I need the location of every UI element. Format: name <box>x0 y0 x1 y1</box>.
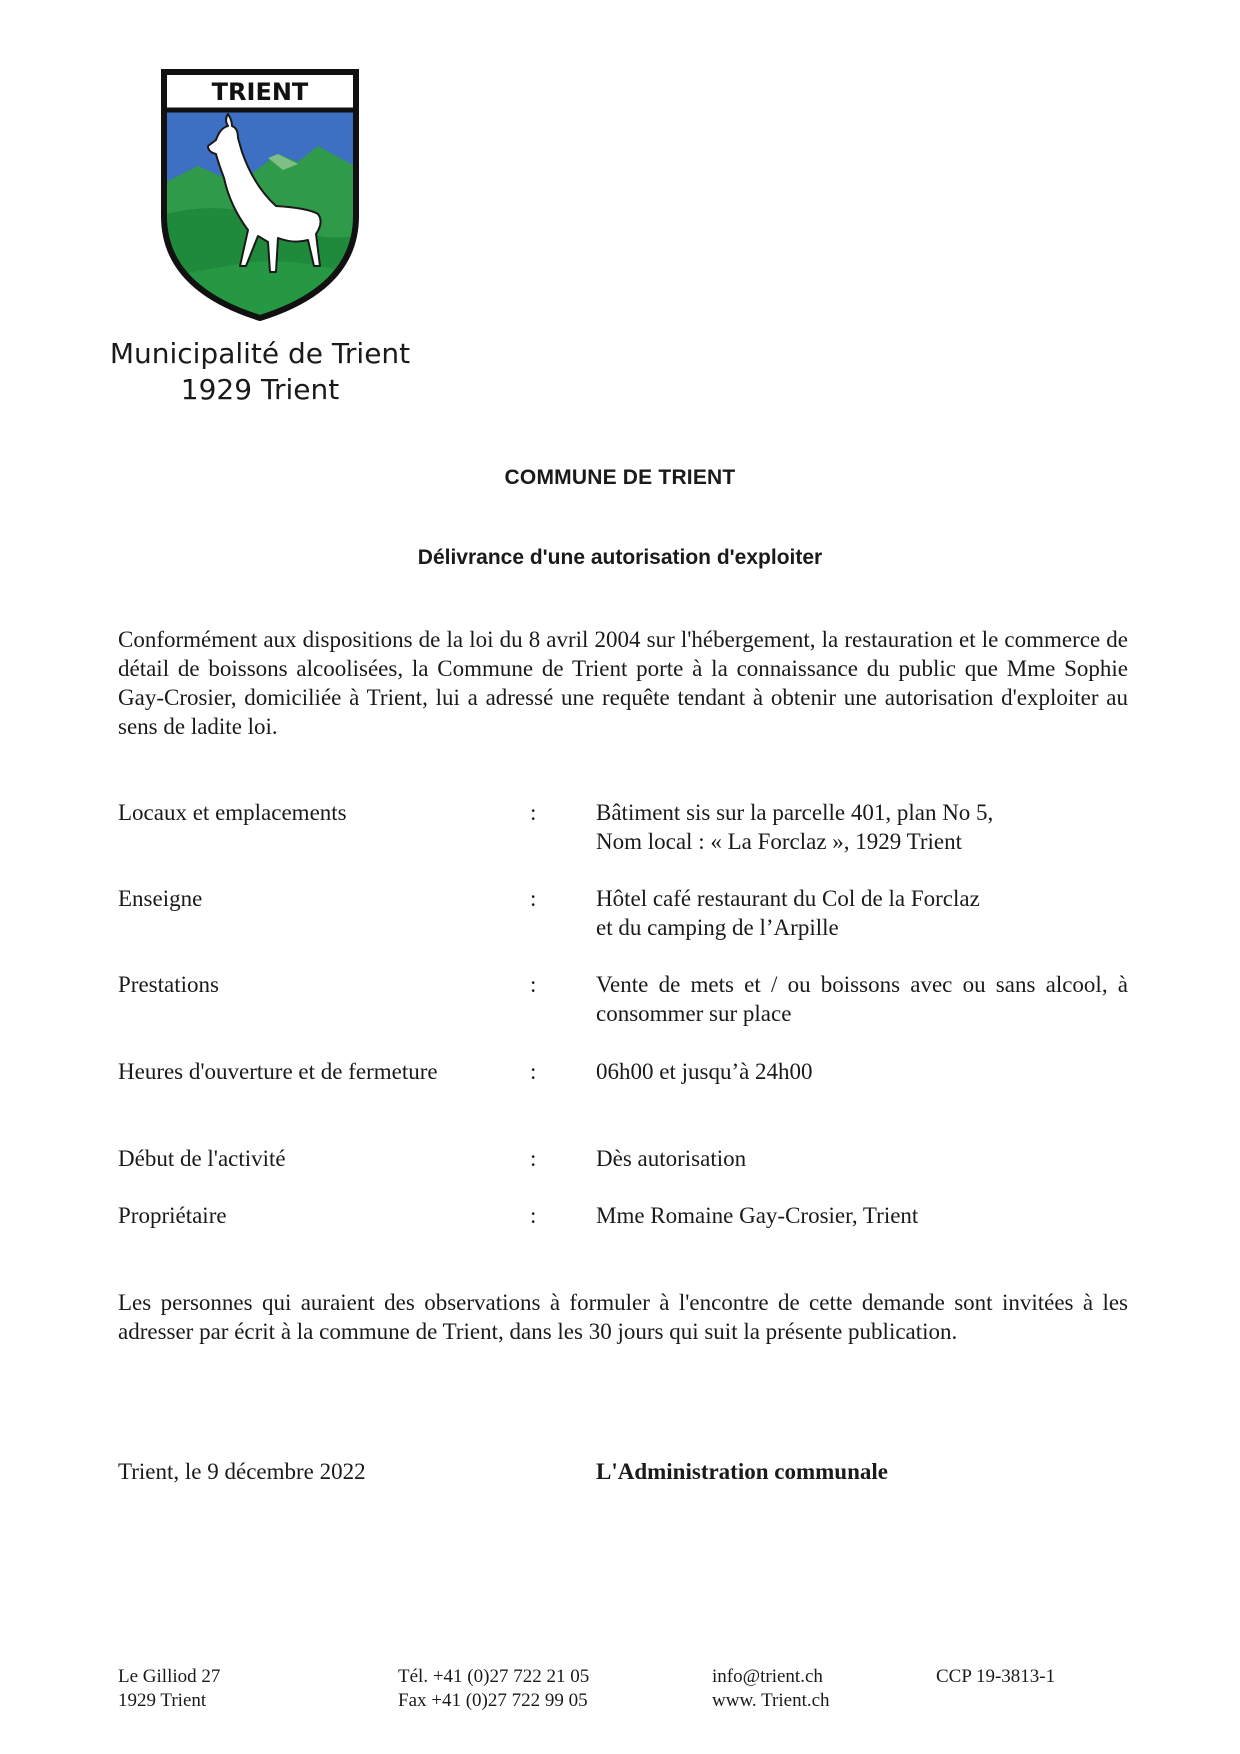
detail-label: Propriétaire <box>118 1203 227 1228</box>
detail-value <box>596 884 1128 942</box>
footer-contact <box>712 1665 830 1713</box>
municipality-line-2: 1929 Trient <box>180 373 340 406</box>
detail-value-line: Vente de mets et / ou boissons avec ou sans alcool, à consommer sur place <box>596 972 1128 1026</box>
detail-label: Enseigne <box>118 886 203 911</box>
detail-value-line: Dès autorisation <box>596 1146 747 1171</box>
signature-block: L'Administration communale <box>596 1459 888 1484</box>
detail-value-line: Mme Romaine Gay-Crosier, Trient <box>596 1203 919 1228</box>
document-heading: COMMUNE DE TRIENT <box>504 466 736 489</box>
footer-ccp: CCP 19-3813-1 <box>936 1666 1056 1687</box>
footer-address <box>118 1665 220 1713</box>
detail-value-line: et du camping de l’Arpille <box>596 915 839 940</box>
detail-separator: : <box>530 1059 537 1084</box>
detail-value-line: Bâtiment sis sur la parcelle 401, plan No 5, <box>596 800 994 825</box>
detail-label: Locaux et emplacements <box>118 800 347 825</box>
detail-separator: : <box>530 1146 537 1171</box>
detail-value <box>596 1201 1128 1230</box>
detail-value-line: Nom local : « La Forclaz », 1929 Trient <box>596 829 963 854</box>
detail-value-line: Hôtel café restaurant du Col de la Forclaz <box>596 886 980 911</box>
place-date: Trient, le 9 décembre 2022 <box>118 1459 366 1484</box>
detail-separator: : <box>530 972 537 997</box>
detail-value-line: 06h00 et jusqu’à 24h00 <box>596 1059 813 1084</box>
detail-value <box>596 1144 1128 1173</box>
footer-phone: Tél. +41 (0)27 722 21 05 <box>398 1666 590 1687</box>
trient-coat-of-arms-logo <box>158 66 362 324</box>
municipality-line-1: Municipalité de Trient <box>109 337 411 370</box>
detail-separator: : <box>530 800 537 825</box>
footer-address-line: 1929 Trient <box>118 1690 207 1711</box>
intro-paragraph: Conformément aux dispositions de la loi du 8 avril 2004 sur l'hébergement, la restauration et le commerce de détail de boissons alcoolisées, la Commune de Trient porte à la connaissance du public que Mme Sophie Gay-Crosier, domiciliée à Trient, lui a adressé une requête tendant à obtenir une autorisation d'exploiter au sens de ladite loi. <box>118 627 1128 739</box>
detail-value <box>596 798 1128 856</box>
detail-label: Heures d'ouverture et de fermeture <box>118 1059 438 1084</box>
detail-value <box>596 1057 1128 1086</box>
footer-fax: Fax +41 (0)27 722 99 05 <box>398 1690 588 1711</box>
footer-phone-fax <box>398 1665 589 1713</box>
detail-label: Début de l'activité <box>118 1146 286 1171</box>
detail-value <box>596 970 1128 1028</box>
footer-email-link[interactable]: info@trient.ch <box>712 1666 823 1687</box>
closing-paragraph: Les personnes qui auraient des observations à formuler à l'encontre de cette demande sont invitées à les adresser par écrit à la commune de Trient, dans les 30 jours qui suit la présente publication. <box>118 1290 1128 1344</box>
footer-address-line: Le Gilliod 27 <box>118 1666 221 1687</box>
municipality-name <box>80 336 440 408</box>
crest-label: TRIENT <box>211 78 309 106</box>
detail-separator: : <box>530 1203 537 1228</box>
detail-separator: : <box>530 886 537 911</box>
detail-label: Prestations <box>118 972 219 997</box>
document-subtitle: Délivrance d'une autorisation d'exploiter <box>417 546 823 569</box>
footer-website-link[interactable]: www. Trient.ch <box>712 1690 830 1711</box>
